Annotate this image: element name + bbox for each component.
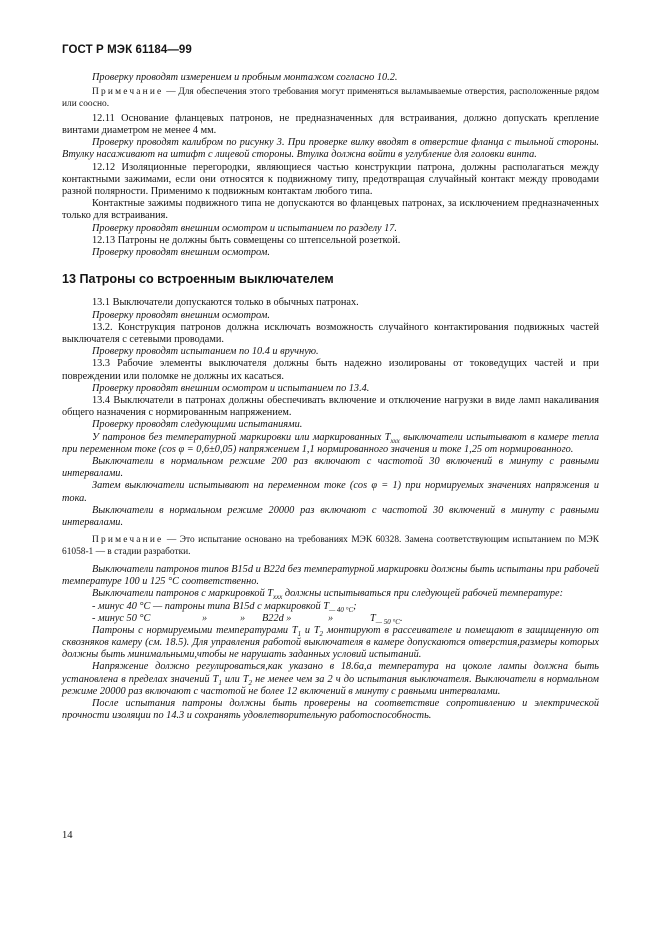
subscript: — 40 °С bbox=[328, 605, 354, 614]
paragraph bbox=[62, 625, 599, 662]
ditto-mark: » bbox=[240, 612, 246, 624]
subscript: xxx bbox=[273, 593, 283, 602]
text-run: . bbox=[399, 612, 403, 624]
paragraph: Проверку проводят внешним осмотром и испытанием по 13.4. bbox=[92, 382, 370, 394]
paragraph bbox=[62, 588, 599, 600]
paragraph: Проверку проводят испытанием по 10.4 и вручную. bbox=[92, 346, 319, 358]
paragraph: После испытания патроны должны быть проверены на соответствие сопротивлению и электрической прочности изоляции по 14.3 и сохранять удовлетворительную работоспособность. bbox=[62, 698, 599, 722]
text-run: должны испытываться при следующей рабочей температуре: bbox=[282, 588, 564, 600]
text-run: ; bbox=[353, 600, 357, 612]
page-number: 14 bbox=[62, 830, 73, 841]
clause-13-4: 13.4 Выключатели в патронах должны обеспечивать включение и отключение нагрузки в виде ламп накаливания общего назначения с нормированным напряжением. bbox=[62, 395, 599, 419]
paragraph: Проверку проводят внешним осмотром. bbox=[92, 247, 270, 259]
document-header: ГОСТ Р МЭК 61184—99 bbox=[62, 44, 192, 56]
paragraph: Проверку проводят следующими испытаниями. bbox=[92, 419, 303, 431]
text-run: - минус 50 °С bbox=[92, 612, 151, 624]
subscript: 2 bbox=[248, 678, 253, 687]
ditto-mark: » bbox=[328, 612, 334, 624]
clause-13-3: 13.3 Рабочие элементы выключателя должны быть надежно изолированы от токоведущих частей и при повреждении или поломке не должны их касаться. bbox=[62, 358, 599, 382]
note-label: Примечание bbox=[92, 87, 164, 98]
subscript: 2 bbox=[319, 629, 324, 638]
subscript: — 50 °С bbox=[375, 617, 400, 626]
document-body bbox=[62, 72, 599, 723]
paragraph bbox=[62, 661, 599, 698]
subscript: 1 bbox=[218, 678, 222, 687]
paragraph: Выключатели в нормальном режиме 200 раз включают с частотой 30 включений в минуту с равными интервалами. bbox=[62, 456, 599, 480]
text-run: не менее чем за 2 ч до испытания выключателя. Выключатели в нормальном режиме 20000 раз включают с частотой не более 12 включений в минуту с равными интервалами. bbox=[62, 673, 599, 697]
paragraph: Проверку проводят внешним осмотром. bbox=[92, 309, 270, 321]
paragraph: Выключатели в нормальном режиме 20000 раз включают с частотой 30 включений в минуту с равными интервалами. bbox=[62, 504, 599, 529]
clause-12-11: 12.11 Основание фланцевых патронов, не предназначенных для встраивания, должно допускать крепление винтами диаметром не менее 4 мм. bbox=[62, 112, 599, 136]
clause-13-1: 13.1 Выключатели допускаются только в обычных патронах. bbox=[92, 297, 359, 309]
note bbox=[62, 87, 599, 110]
text-run: У патронов без температурной маркировки или маркированных T bbox=[92, 431, 391, 443]
temperature-list bbox=[62, 601, 599, 625]
paragraph: Затем выключатели испытывают на переменном токе (cos φ = 1) при нормируемых значениях напряжения и тока. bbox=[62, 480, 599, 504]
paragraph: Контактные зажимы подвижного типа не допускаются во фланцевых патронах, за исключением предназначенных только для встраивания. bbox=[62, 198, 599, 222]
text-run: монтируют в рассеивателе и помещают в защищенную от сквозняков камеру (см. 18.5). Для управления работой выключателя в камере допускаются отверстия,размеры которых должны быть минимальными,чтобы не нарушать заданных условий испытаний. bbox=[62, 624, 599, 661]
text-run: или T bbox=[221, 673, 249, 685]
list-item bbox=[92, 613, 599, 625]
paragraph: Выключатели патронов типов B15d и B22d без температурной маркировки должны быть испытаны при рабочей температуре 100 и 125 °С соответственно. bbox=[62, 563, 599, 588]
note-text: — Для обеспечения этого требования могут применяться выламываемые отверстия, расположенные рядом или соосно. bbox=[62, 87, 599, 109]
note-label: Примечание bbox=[92, 535, 164, 546]
list-item bbox=[92, 601, 599, 613]
ditto-mark: » bbox=[202, 612, 208, 624]
clause-12-12: 12.12 Изоляционные перегородки, являющиеся частью конструкции патрона, должны располагаться между контактными зажимами, если они относятся к подвижному типу, предотвращая случайный контакт между проводами разной полярности. Применимо к подвижным контактам любого типа. bbox=[62, 161, 599, 198]
note-text: — Это испытание основано на требованиях МЭК 60328. Замена соответствующим испытанием по МЭК 61058-1 — в стадии разработки. bbox=[62, 535, 599, 557]
paragraph: Проверку проводят измерением и пробным монтажом согласно 10.2. bbox=[92, 72, 398, 83]
clause-13-2: 13.2. Конструкция патронов должна исключать возможность случайного контактирования подвижных частей выключателя с сетевыми проводами. bbox=[62, 321, 599, 346]
text-run: T bbox=[370, 612, 376, 624]
paragraph: Проверку проводят внешним осмотром и испытанием по разделу 17. bbox=[92, 222, 397, 234]
subscript: 1 bbox=[297, 629, 302, 638]
note bbox=[62, 535, 599, 558]
clause-12-13: 12.13 Патроны не должны быть совмещены со штепсельной розеткой. bbox=[92, 234, 401, 246]
section-title: 13 Патроны со встроенным выключателем bbox=[62, 272, 334, 287]
paragraph bbox=[62, 432, 599, 456]
text-run: Выключатели патронов с маркировкой T bbox=[92, 588, 274, 600]
text-run: - минус 40 °С — патроны типа B15d с маркировкой T bbox=[92, 600, 329, 612]
text-run: Патроны с нормируемыми температурами T bbox=[92, 624, 298, 636]
text-run: и T bbox=[301, 624, 320, 636]
text-run: B22d » bbox=[262, 612, 292, 624]
text-run: Напряжение должно регулироваться,как указано в 18.6а,а температура на цоколе лампы должна быть установлена в пределах значений T bbox=[62, 661, 599, 685]
text-run: выключатели испытывают в камере тепла при переменном токе (cos φ = 0,6±0,05) напряжением 1,1 нормированного значения и токе 1,25 от нормированного. bbox=[62, 431, 599, 455]
paragraph: Проверку проводят калибром по рисунку 3. При проверке вилку вводят в отверстие фланца с тыльной стороны. Втулку насаживают на штифт с лицевой стороны. Втулка должна войти в углубление для головки винта. bbox=[62, 137, 599, 161]
subscript: xxx bbox=[390, 436, 400, 445]
